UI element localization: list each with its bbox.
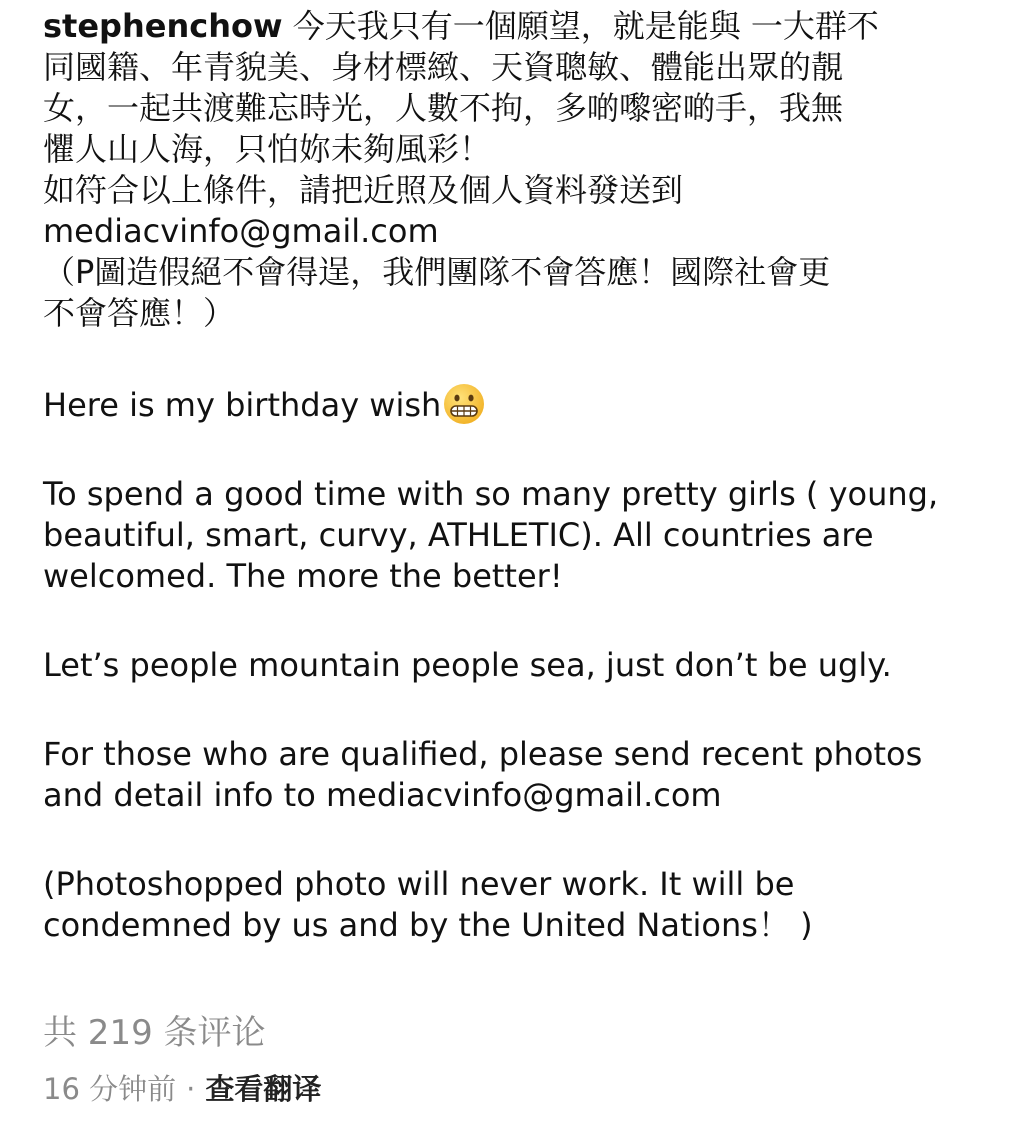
- paragraph-gap: [43, 426, 993, 474]
- caption-line: For those who are qualified, please send recent photos: [43, 735, 923, 773]
- paragraph-gap: [43, 686, 993, 734]
- post-meta: [43, 1069, 321, 1109]
- grimacing-face-icon: [442, 382, 486, 426]
- email-link[interactable]: mediacvinfo@gmail.com: [43, 212, 439, 250]
- paragraph-gap: [43, 597, 993, 645]
- caption-text: 今天我只有一個願望，就是能與 一大群不: [292, 7, 879, 45]
- caption-line: To spend a good time with so many pretty girls ( young,: [43, 475, 939, 513]
- paragraph-gap: [43, 334, 993, 382]
- caption-line: 女，一起共渡難忘時光，人數不拘，多啲嚟密啲手，我無: [43, 89, 844, 127]
- birthday-wish-text: Here is my birthday wish: [43, 386, 442, 424]
- caption-line: 懼人山人海，只怕妳未夠風彩！: [43, 130, 492, 168]
- birthday-wish-line: [43, 382, 993, 426]
- view-comments-link[interactable]: 共 219 条评论: [43, 1013, 266, 1053]
- meta-separator: ·: [186, 1072, 196, 1106]
- caption-line: beautiful, smart, curvy, ATHLETIC). All countries are: [43, 516, 874, 554]
- caption-line: Let’s people mountain people sea, just don’t be ugly.: [43, 646, 892, 684]
- caption-line: 同國籍、年青貌美、身材標緻、天資聰敏、體能出眾的靚: [43, 48, 844, 86]
- timestamp: 16 分钟前: [43, 1072, 177, 1106]
- caption-line: 不會答應！）: [43, 294, 236, 332]
- caption-line: (Photoshopped photo will never work. It will be: [43, 865, 795, 903]
- caption-line: [43, 6, 993, 47]
- paragraph-gap: [43, 816, 993, 864]
- caption-line: （P圖造假絕不會得逞，我們團隊不會答應！國際社會更: [43, 253, 831, 291]
- post-caption: [43, 6, 993, 946]
- caption-line: condemned by us and by the United Nations！ ): [43, 906, 813, 944]
- caption-line: welcomed. The more the better!: [43, 557, 563, 595]
- username-link[interactable]: stephenchow: [43, 7, 283, 45]
- caption-line: and detail info to mediacvinfo@gmail.com: [43, 776, 722, 814]
- caption-line: 如符合以上條件，請把近照及個人資料發送到: [43, 171, 684, 209]
- see-translation-button[interactable]: 查看翻译: [205, 1072, 322, 1106]
